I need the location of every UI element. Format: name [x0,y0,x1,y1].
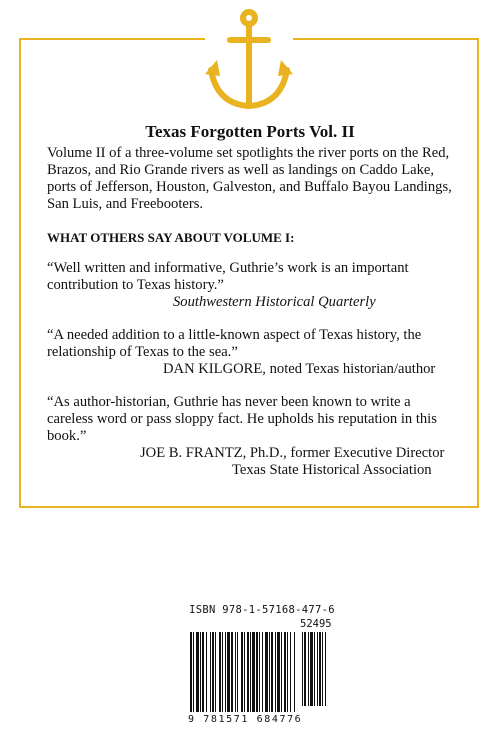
barcode-addon-stripe [317,632,318,706]
barcode-stripe [256,632,258,712]
review-quote-3: “As author-historian, Guthrie has never been known to write a careless word or pass sloppy fact. He upholds his reputation in this book.” [47,394,437,444]
barcode-addon-stripe [310,632,313,706]
barcode-stripe [241,632,243,712]
barcode-stripe [235,632,236,712]
book-title: Texas Forgotten Ports Vol. II [145,122,355,141]
barcode-stripe [287,632,288,712]
barcode-stripe [281,632,282,712]
barcode-stripe [252,632,255,712]
barcode-stripe [227,632,230,712]
barcode-addon-stripe [325,632,326,706]
barcode-stripe [193,632,194,712]
barcode-stripe [219,632,221,712]
isbn-number: ISBN 978-1-57168-477-6 [189,604,335,616]
barcode-stripe [210,632,211,712]
barcode-stripe [190,632,192,712]
barcode-addon-stripe [314,632,315,706]
barcode-stripe [200,632,201,712]
review-source-2: DAN KILGORE, noted Texas historian/author [163,361,436,377]
barcode-stripe [284,632,286,712]
barcode-stripe [290,632,291,712]
barcode-stripe [237,632,238,712]
barcode-addon-stripe [308,632,309,706]
barcode-stripe [206,632,207,712]
barcode-addon-stripe [304,632,306,706]
barcode-stripe [247,632,249,712]
review-quote-1: “Well written and informative, Guthrie’s work is an important contribution to Texas history.” [47,260,409,293]
barcode-stripe [259,632,260,712]
barcode-stripe [265,632,268,712]
barcode-stripe [202,632,204,712]
barcode-stripe [294,632,295,712]
review-source-1: Southwestern Historical Quarterly [173,294,376,310]
price-code: 52495 [300,618,332,630]
barcode-stripe [271,632,273,712]
barcode-addon-stripe [319,632,321,706]
barcode-stripe [231,632,233,712]
barcode-stripe [262,632,263,712]
barcode-digits: 9 781571 684776 [188,714,303,725]
barcode-addon-stripe [322,632,323,706]
barcode-stripe [250,632,251,712]
barcode-stripe [277,632,280,712]
review-source-3-line-1: JOE B. FRANTZ, Ph.D., former Executive Director [140,445,445,461]
review-source-3-line-2: Texas State Historical Association [232,462,432,478]
barcode-stripe [269,632,270,712]
barcode-addon-stripe [302,632,303,706]
barcode-stripe [196,632,199,712]
anchor-icon [203,8,295,112]
reviews-heading: WHAT OTHERS SAY ABOUT VOLUME I: [47,230,295,245]
barcode-stripe [275,632,276,712]
barcode-bars [190,632,334,714]
barcode-stripe [225,632,226,712]
barcode-stripe [212,632,214,712]
isbn-barcode [188,604,336,730]
barcode-stripe [244,632,245,712]
barcode-stripe [222,632,223,712]
barcode-stripe [215,632,216,712]
book-description: Volume II of a three-volume set spotlights the river ports on the Red, Brazos, and Rio Grande rivers as well as landings on Caddo Lake, ports of Jefferson, Houston, Galveston, and Buffalo Bayou Landings, San Luis, and Freebooters. [47,145,452,212]
review-quote-2: “A needed addition to a little-known aspect of Texas history, the relationship of Texas to the sea.” [47,327,422,360]
